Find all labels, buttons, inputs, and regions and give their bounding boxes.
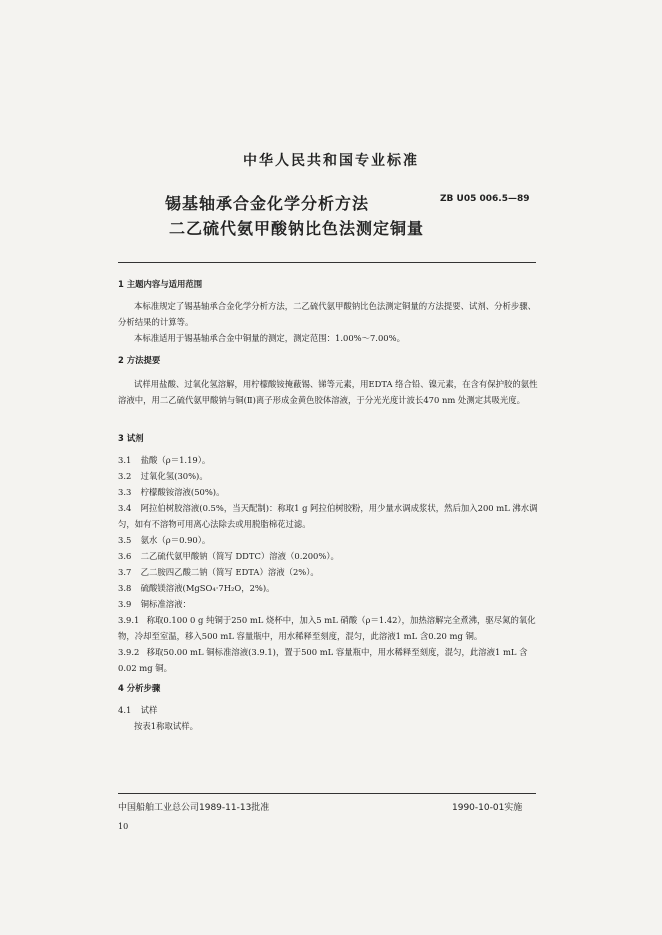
item-text: 试样	[140, 705, 158, 715]
section-2-paragraph: 试样用盐酸、过氧化氢溶解，用柠檬酸铵掩蔽锡、锑等元素，用EDTA 络合铅、镍元素，在含有保护胶的氨性溶液中，用二乙硫代氨甲酸钠与铜(Ⅱ)离子形成金黄色胶体溶液，于分光光度计波长470 nm 处测定其吸光度。	[118, 379, 538, 405]
section-1-paragraph-2: 本标准适用于锡基轴承合金中铜量的测定，测定范围：1.00%～7.00%。	[134, 333, 405, 343]
item-number: 3.9.2	[118, 647, 140, 657]
item-text: 移取50.00 mL 铜标准溶液(3.9.1)，置于500 mL 容量瓶中，用水稀释至刻度，混匀，此溶液1 mL 含0.02 mg 铜。	[118, 647, 528, 673]
reagent-item	[118, 468, 538, 484]
item-number: 3.8	[118, 583, 132, 593]
reagent-item	[118, 580, 538, 596]
section-3	[118, 430, 538, 676]
section-2	[118, 352, 538, 408]
section-1-heading: 1 主题内容与适用范围	[118, 279, 203, 289]
bottom-divider	[118, 793, 536, 794]
item-number: 3.6	[118, 551, 132, 561]
item-text: 过氧化氢(30%)。	[140, 471, 208, 481]
reagent-item	[118, 500, 538, 532]
item-text: 柠檬酸铵溶液(50%)。	[140, 487, 225, 497]
item-text: 铜标准溶液：	[140, 599, 191, 609]
item-text: 称取0.100 0 g 纯铜于250 mL 烧杯中，加入5 mL 硝酸（ρ＝1.42），加热溶解完全煮沸，驱尽氮的氧化物，冷却至室温，移入500 mL 容量瓶中，用水稀释至刻度，混匀，此溶液1 mL 含0.20 mg 铜。	[118, 615, 536, 641]
standard-code: ZB U05 006.5—89	[440, 194, 530, 204]
reagent-item	[118, 644, 538, 676]
item-number: 3.1	[118, 455, 132, 465]
section-1	[118, 276, 538, 346]
page-number: 10	[118, 822, 129, 831]
standard-heading: 中华人民共和国专业标准	[243, 153, 419, 169]
section-3-heading: 3 试剂	[118, 433, 144, 443]
item-number: 3.4	[118, 503, 132, 513]
section-1-paragraph-1: 本标准规定了锡基轴承合金化学分析方法，二乙硫代氨甲酸钠比色法测定铜量的方法提要、试剂、分析步骤、分析结果的计算等。	[118, 301, 536, 327]
item-text: 阿拉伯树胶溶液(0.5%，当天配制)：称取1 g 阿拉伯树胶粉，用少量水调成浆状，然后加入200 mL 沸水调匀，如有不溶物可用离心法除去或用脱脂棉花过滤。	[118, 503, 538, 529]
reagent-item	[118, 452, 538, 468]
reagent-item	[118, 596, 538, 612]
item-text: 盐酸（ρ＝1.19）。	[140, 455, 211, 465]
item-text: 乙二胺四乙酸二钠（简写 EDTA）溶液（2%）。	[140, 567, 319, 577]
implementation-date: 1990-10-01实施	[452, 803, 523, 813]
reagent-item	[118, 532, 538, 548]
reagent-item	[118, 564, 538, 580]
title-line-1: 锡基轴承合金化学分析方法	[165, 194, 370, 213]
item-text: 氨水（ρ＝0.90）。	[140, 535, 211, 545]
approval-info: 中国船舶工业总公司1989-11-13批准	[118, 803, 270, 813]
item-number: 4.1	[118, 705, 132, 715]
reagent-item	[118, 548, 538, 564]
top-divider	[118, 262, 536, 263]
reagent-item	[118, 612, 538, 644]
section-4	[118, 680, 538, 734]
item-number: 3.3	[118, 487, 132, 497]
item-number: 3.9.1	[118, 615, 140, 625]
item-number: 3.7	[118, 567, 132, 577]
section-2-heading: 2 方法提要	[118, 355, 161, 365]
title-line-2: 二乙硫代氨甲酸钠比色法测定铜量	[169, 219, 425, 238]
step-item	[118, 702, 538, 718]
item-text: 硫酸镁溶液(MgSO₄·7H₂O，2%)。	[140, 583, 275, 593]
reagent-item	[118, 484, 538, 500]
item-number: 3.9	[118, 599, 132, 609]
section-4-heading: 4 分析步骤	[118, 683, 161, 693]
item-number: 3.2	[118, 471, 132, 481]
item-text: 二乙硫代氨甲酸钠（简写 DDTC）溶液（0.200%）。	[140, 551, 339, 561]
section-4-paragraph: 按表1称取试样。	[134, 721, 198, 731]
item-number: 3.5	[118, 535, 132, 545]
